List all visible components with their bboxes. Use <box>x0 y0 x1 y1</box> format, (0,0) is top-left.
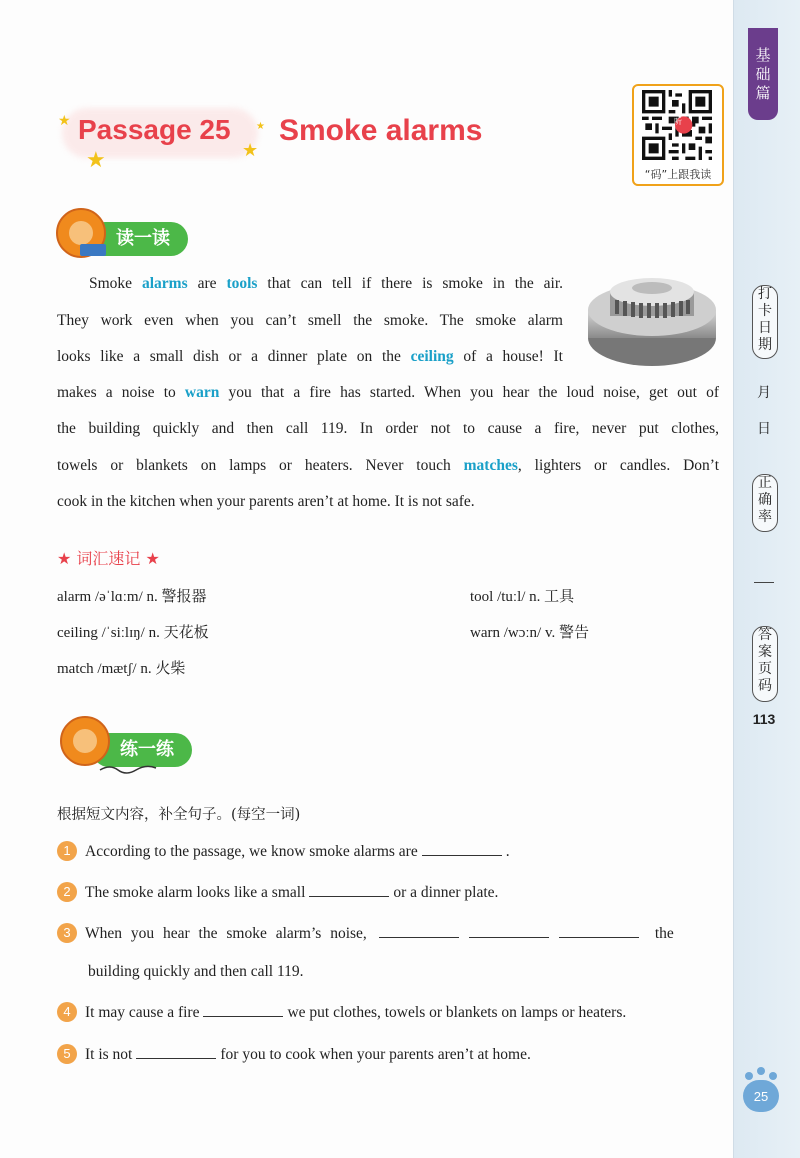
answer-blank[interactable] <box>469 923 549 938</box>
vocab-heading: ★ 词汇速记 ★ <box>57 549 160 568</box>
question-2: 2 The smoke alarm looks like a small or a dinner plate. <box>57 882 498 902</box>
tab-char: 础 <box>755 65 771 83</box>
paw-toe-icon <box>745 1072 753 1080</box>
question-number: 5 <box>57 1044 77 1064</box>
star-icon: ★ <box>58 113 71 129</box>
side-strip <box>733 0 800 1158</box>
vocab-item: warn /wɔːn/ v. 警告 <box>470 625 590 641</box>
vocab-item: ceiling /ˈsiːlɪŋ/ n. 天花板 <box>57 625 209 641</box>
passage-text-segment: you that a fire has started. When you hear the loud noise, get out of <box>219 384 719 401</box>
passage-text-segment: Smoke <box>89 275 142 292</box>
question-3: 3 When you hear the smoke alarm’s noise, the <box>57 923 674 943</box>
month-label: 月 <box>757 385 771 401</box>
question-number: 2 <box>57 882 77 902</box>
passage-line <box>57 348 563 368</box>
passage-text-segment: are <box>187 275 227 292</box>
passage-line <box>57 493 475 511</box>
qr-caption: “码”上跟我读 <box>644 168 712 181</box>
answer-blank[interactable] <box>379 923 459 938</box>
page-title: Smoke alarms <box>279 114 483 147</box>
question-3-continued: building quickly and then call 119. <box>88 963 304 980</box>
vocab-item: alarm /əˈlɑːm/ n. 警报器 <box>57 589 207 605</box>
day-label: 日 <box>757 421 771 437</box>
answer-blank[interactable] <box>203 1002 283 1017</box>
answer-page-number: 113 <box>752 711 776 727</box>
keyword: matches <box>463 457 518 474</box>
passage-text-segment: the building quickly and then call 119. In order not to cause a fire, never put clothes, <box>57 420 719 437</box>
vocab-item: match /mætʃ/ n. 火柴 <box>57 661 186 677</box>
book-icon <box>80 244 106 256</box>
passage-line <box>57 384 719 404</box>
passage-line <box>89 275 563 295</box>
answer-blank[interactable] <box>309 882 389 897</box>
question-number: 1 <box>57 841 77 861</box>
paw-toe-icon <box>769 1072 777 1080</box>
answer-blank[interactable] <box>422 841 502 856</box>
tab-char: 基 <box>755 46 771 64</box>
section-read-label: 读一读 <box>116 228 170 249</box>
question-4: 4 It may cause a fire we put clothes, towels or blankets on lamps or heaters. <box>57 1002 626 1022</box>
paw-toe-icon <box>757 1067 765 1075</box>
accuracy-label: 正 确 率 <box>752 474 778 532</box>
keyword: warn <box>184 384 220 401</box>
passage-text-segment: cook in the kitchen when your parents aren’t at home. It is not safe. <box>57 493 475 510</box>
answer-page-label: 答 案 页 码 <box>752 626 778 702</box>
listen-badge: 听 <box>674 117 682 126</box>
qr-code[interactable] <box>632 84 724 186</box>
side-divider <box>754 582 774 583</box>
question-number: 4 <box>57 1002 77 1022</box>
keyword: ceiling <box>410 348 454 365</box>
vocab-item: tool /tuːl/ n. 工具 <box>470 589 575 605</box>
passage-number: Passage 25 <box>78 114 231 145</box>
star-icon: ★ <box>242 140 259 161</box>
passage-text-segment: of a house! It <box>453 348 563 365</box>
passage-text-segment: makes a noise to <box>57 384 185 401</box>
keyword: alarms <box>142 275 188 292</box>
question-5: 5 It is not for you to cook when your parents aren’t at home. <box>57 1044 531 1064</box>
passage-line <box>57 420 719 440</box>
exercise-instruction: 根据短文内容，补全句子。(每空一词) <box>57 807 301 823</box>
passage-text-segment: that can tell if there is smoke in the air. <box>257 275 563 292</box>
question-number: 3 <box>57 923 77 943</box>
smoke-alarm-image <box>585 270 720 370</box>
keyword: tools <box>226 275 258 292</box>
star-icon: ★ <box>86 148 106 173</box>
star-icon: ★ <box>256 121 265 132</box>
passage-text-segment: , lighters or candles. Don’t <box>517 457 719 474</box>
passage-line <box>57 312 563 332</box>
lion-tail-icon <box>98 762 158 778</box>
tab-char: 篇 <box>755 84 771 102</box>
lion-icon <box>60 716 110 766</box>
section-tab <box>748 28 778 120</box>
passage-text-segment: looks like a small dish or a dinner plate on the <box>57 348 411 365</box>
answer-blank[interactable] <box>136 1044 216 1059</box>
checkin-date-label: 打 卡 日 期 <box>752 285 778 359</box>
passage-line <box>57 457 719 477</box>
question-1: 1 According to the passage, we know smoke alarms are . <box>57 841 510 861</box>
section-practice-label: 练一练 <box>120 739 174 760</box>
page-number: 25 <box>743 1080 779 1112</box>
passage-text-segment: towels or blankets on lamps or heaters. Never touch <box>57 457 464 474</box>
passage-text-segment: They work even when you can’t smell the smoke. The smoke alarm <box>57 312 563 329</box>
answer-blank[interactable] <box>559 923 639 938</box>
